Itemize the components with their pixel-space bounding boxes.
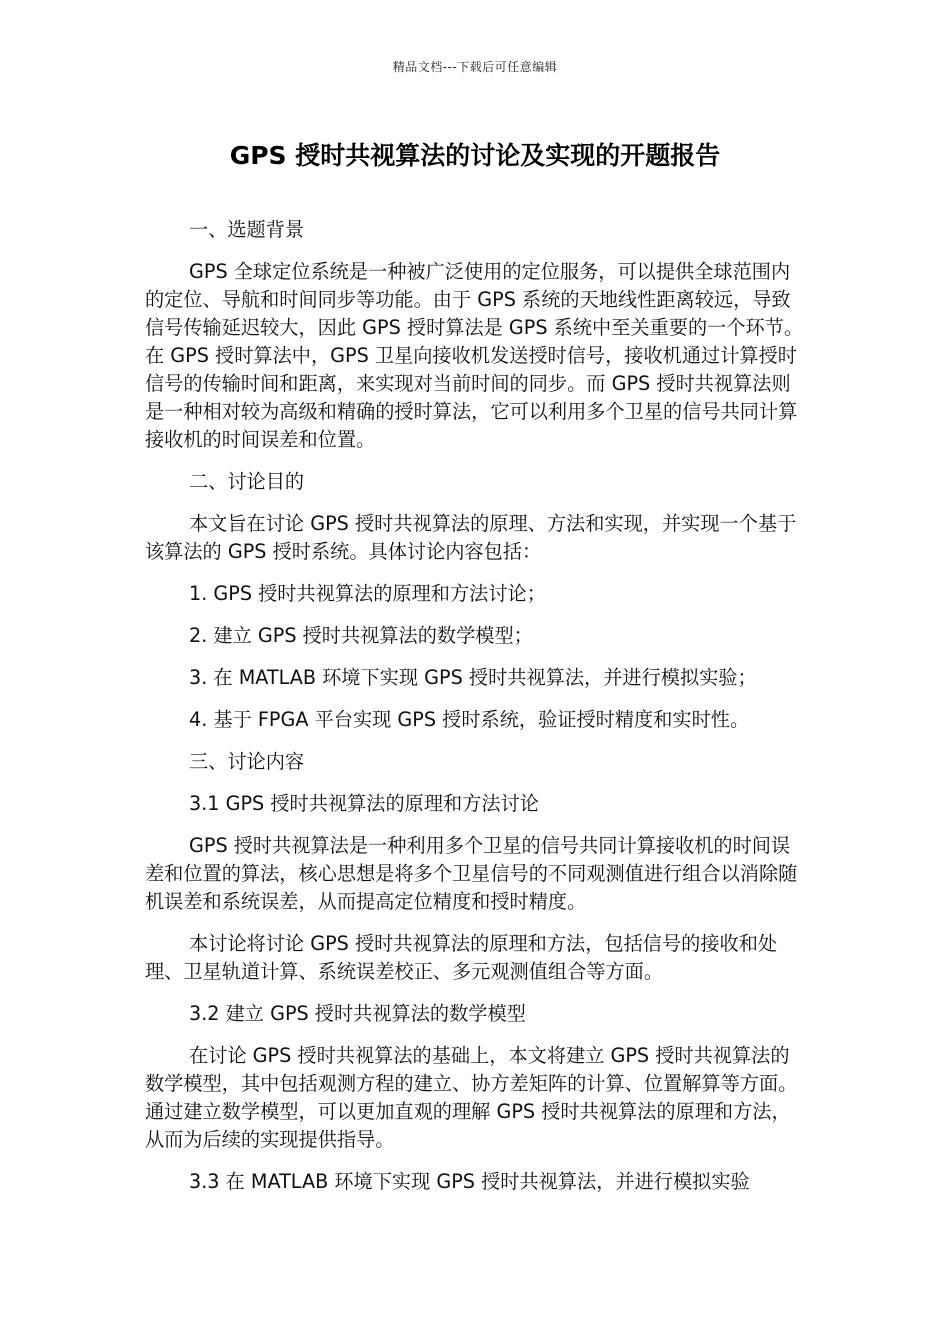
paragraph-3-2: 在讨论 GPS 授时共视算法的基础上，本文将建立 GPS 授时共视算法的数学模型，其中包括观测方程的建立、协方差矩阵的计算、位置解算等方面。通过建立数学模型，可以更加直观的理解 GPS 授时共视算法的原理和方法，从而为后续的实现提供指导。 <box>145 1044 798 1151</box>
document-title: GPS 授时共视算法的讨论及实现的开题报告 <box>229 141 721 170</box>
list-item: 3. 在 MATLAB 环境下实现 GPS 授时共视算法，并进行模拟实验； <box>189 666 757 689</box>
list-item: 4. 基于 FPGA 平台实现 GPS 授时系统，验证授时精度和实时性。 <box>189 708 750 731</box>
document-body <box>145 216 807 1210</box>
section-heading-background: 一、选题背景 <box>189 218 305 241</box>
paragraph-background: GPS 全球定位系统是一种被广泛使用的定位服务，可以提供全球范围内的定位、导航和时间同步等功能。由于 GPS 系统的天地线性距离较远，导致信号传输延迟较大，因此 GPS 授时算法是 GPS 系统中至关重要的一个环节。在 GPS 授时算法中，GPS 卫星向接收机发送授时信号，接收机通过计算授时信号的传输时间和距离，来实现对当前时间的同步。而 GPS 授时共视算法则是一种相对较为高级和精确的授时算法，它可以利用多个卫星的信号共同计算接收机的时间误差和位置。 <box>145 260 804 451</box>
header-note: 精品文档---下载后可任意编辑 <box>392 60 558 74</box>
paragraph-3-1-b: 本讨论将讨论 GPS 授时共视算法的原理和方法，包括信号的接收和处理、卫星轨道计算、系统误差校正、多元观测值组合等方面。 <box>145 932 778 983</box>
list-item: 2. 建立 GPS 授时共视算法的数学模型； <box>189 624 533 647</box>
subsection-heading-3-1: 3.1 GPS 授时共视算法的原理和方法讨论 <box>189 792 539 815</box>
paragraph-3-1-a: GPS 授时共视算法是一种利用多个卫星的信号共同计算接收机的时间误差和位置的算法，核心思想是将多个卫星信号的不同观测值进行组合以消除随机误差和系统误差，从而提高定位精度和授时精度。 <box>145 834 798 913</box>
subsection-heading-3-3: 3.3 在 MATLAB 环境下实现 GPS 授时共视算法，并进行模拟实验 <box>189 1170 750 1193</box>
list-item: 1. GPS 授时共视算法的原理和方法讨论； <box>189 582 546 605</box>
subsection-heading-3-2: 3.2 建立 GPS 授时共视算法的数学模型 <box>189 1002 526 1025</box>
paragraph-purpose: 本文旨在讨论 GPS 授时共视算法的原理、方法和实现，并实现一个基于该算法的 GPS 授时系统。具体讨论内容包括： <box>145 512 797 563</box>
section-heading-purpose: 二、讨论目的 <box>189 470 305 493</box>
section-heading-content: 三、讨论内容 <box>189 750 305 773</box>
